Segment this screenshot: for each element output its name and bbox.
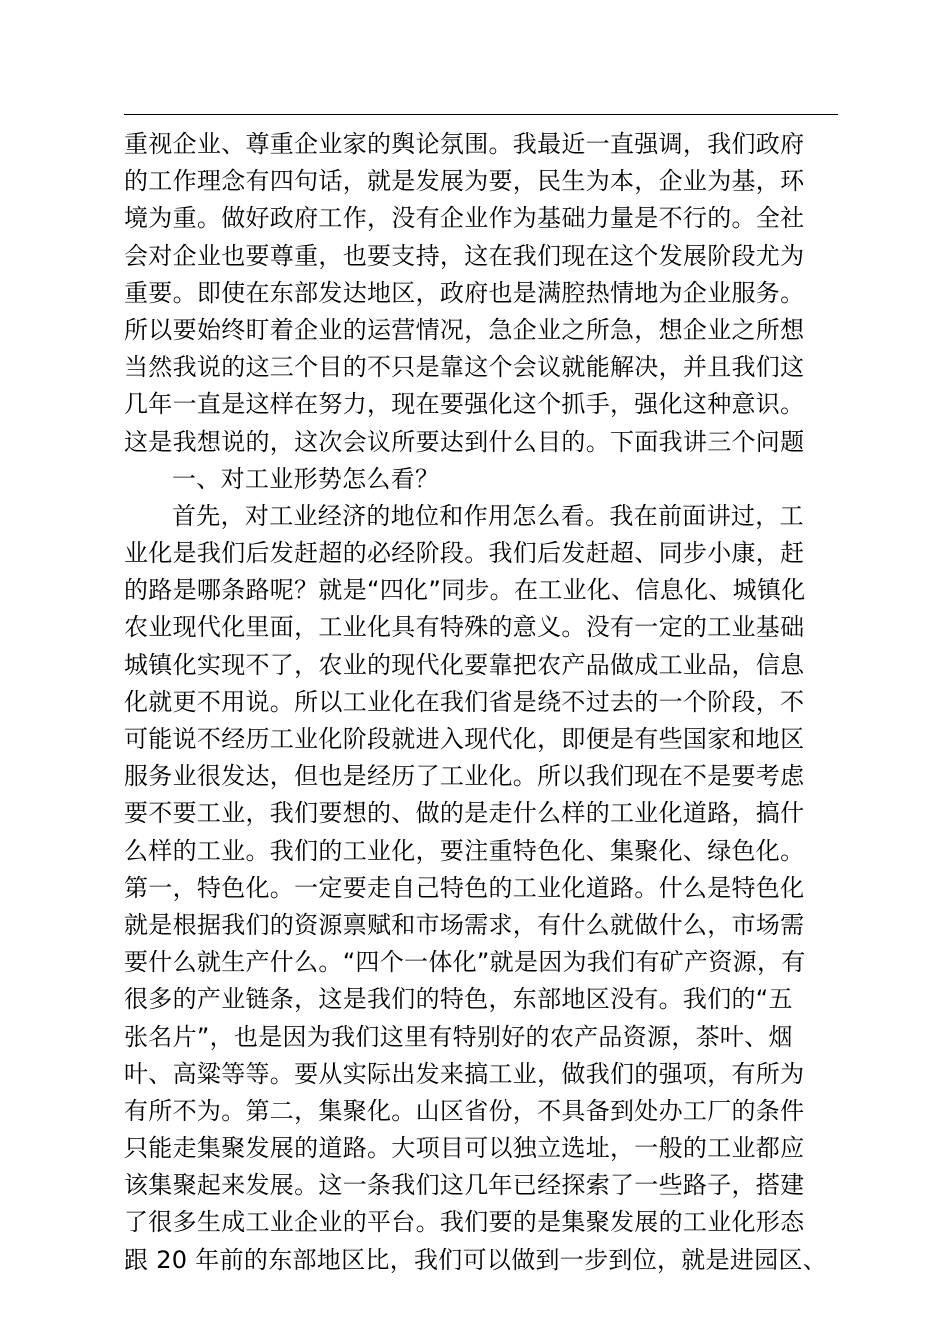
text-line: 叶、高粱等等。要从实际出发来搞工业，做我们的强项，有所为 (124, 1059, 805, 1088)
text-line: 的工作理念有四句话，就是发展为要，民生为本，企业为基，环 (124, 167, 805, 196)
text-line: 张名片”，也是因为我们这里有特别好的农产品资源，茶叶、烟 (124, 1022, 793, 1051)
text-line: 要不要工业，我们要想的、做的是走什么样的工业化道路，搞什 (124, 799, 805, 828)
header-rule (124, 114, 838, 115)
text-line: 就是根据我们的资源禀赋和市场需求，有什么就做什么，市场需 (124, 910, 805, 939)
text-line: 该集聚起来发展。这一条我们这几年已经探索了一些路子，搭建 (124, 1171, 805, 1200)
text-line: 的路是哪条路呢？就是“四化”同步。在工业化、信息化、城镇化 (124, 576, 806, 605)
text-line: 跟 20 年前的东部地区比，我们可以做到一步到位，就是进园区、 (124, 1245, 828, 1274)
paragraph-first-line: 首先，对工业经济的地位和作用怎么看。我在前面讲过，工 (172, 501, 804, 530)
text-line: 了很多生成工业企业的平台。我们要的是集聚发展的工业化形态 (124, 1208, 805, 1237)
text-line: 只能走集聚发展的道路。大项目可以独立选址，一般的工业都应 (124, 1134, 805, 1163)
text-line: 境为重。做好政府工作，没有企业作为基础力量是不行的。全社 (124, 204, 805, 233)
section-heading: 一、对工业形势怎么看？ (172, 464, 440, 493)
text-line: 会对企业也要尊重，也要支持，这在我们现在这个发展阶段尤为 (124, 241, 805, 270)
text-line: 几年一直是这样在努力，现在要强化这个抓手，强化这种意识。 (124, 390, 805, 419)
text-line: 重要。即使在东部发达地区，政府也是满腔热情地为企业服务。 (124, 278, 805, 307)
text-line: 要什么就生产什么。“四个一体化”就是因为我们有矿产资源，有 (124, 948, 806, 977)
text-line: 可能说不经历工业化阶段就进入现代化，即便是有些国家和地区 (124, 725, 805, 753)
text-line: 所以要始终盯着企业的运营情况，急企业之所急，想企业之所想 (124, 315, 805, 344)
text-line: 重视企业、尊重企业家的舆论氛围。我最近一直强调，我们政府 (124, 130, 805, 158)
text-line: 很多的产业链条，这是我们的特色，东部地区没有。我们的“五 (124, 985, 793, 1014)
body-text (124, 126, 864, 1279)
text-line: 服务业很发达，但也是经历了工业化。所以我们现在不是要考虑 (124, 762, 805, 791)
text-line: 业化是我们后发赶超的必经阶段。我们后发赶超、同步小康，赶 (124, 539, 805, 568)
text-line: 这是我想说的，这次会议所要达到什么目的。下面我讲三个问题 (124, 427, 805, 456)
text-line: 有所不为。第二，集聚化。山区省份，不具备到处办工厂的条件 (124, 1096, 805, 1125)
text-line: 城镇化实现不了，农业的现代化要靠把农产品做成工业品，信息 (124, 650, 805, 679)
text-line: 农业现代化里面，工业化具有特殊的意义。没有一定的工业基础 (124, 613, 805, 642)
text-line: 第一，特色化。一定要走自己特色的工业化道路。什么是特色化 (124, 873, 805, 902)
text-line: 化就更不用说。所以工业化在我们省是绕不过去的一个阶段，不 (124, 687, 805, 716)
text-line: 么样的工业。我们的工业化，要注重特色化、集聚化、绿色化。 (124, 836, 805, 865)
text-line: 当然我说的这三个目的不只是靠这个会议就能解决，并且我们这 (124, 353, 805, 382)
